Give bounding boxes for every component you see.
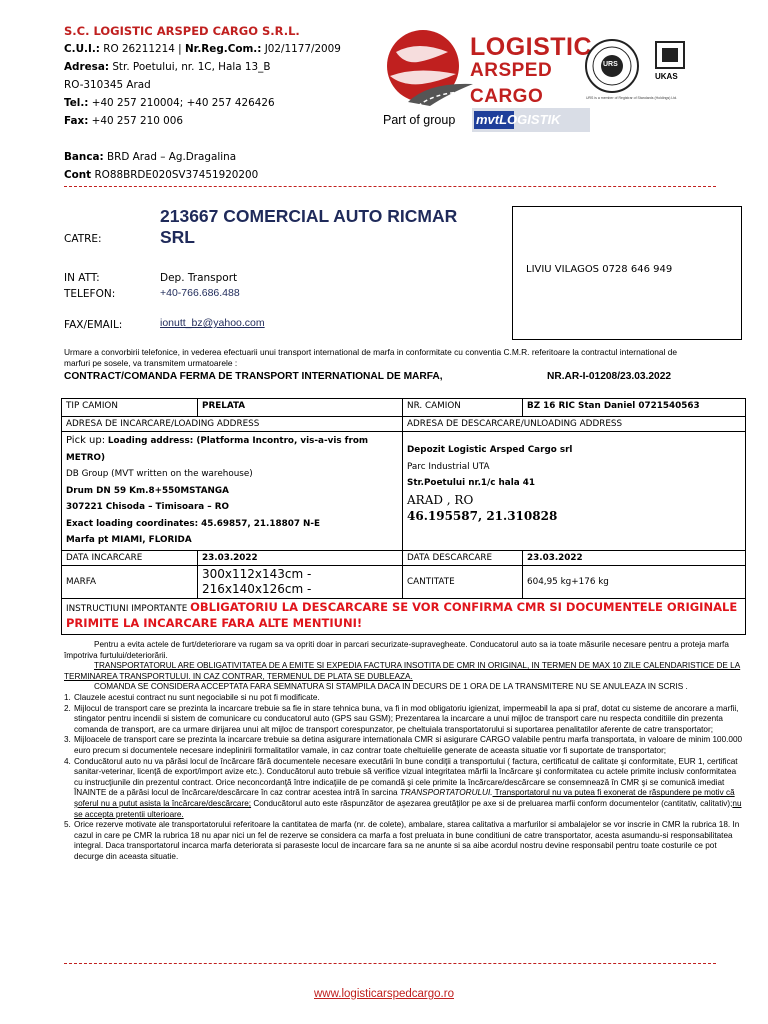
terms-paragraph-invoice: TRANSPORTATORUL ARE OBLIGATIVITATEA DE A EMITE SI EXPEDIA FACTURA INSOTITA DE CMR IN ORIGINAL, IN TERMEN DE MAX 10 ZILE CALENDARISTICE DE LA TERMINAREA TRANSPORTULUI. IN CAZ CONTRAR, TERMENUL DE PLATA SE DUBLEAZA. [64,661,741,681]
company-registration [64,40,384,58]
seal-urs-label: URS [603,61,618,68]
company-phone [64,94,384,112]
phone-label: Tel.: [64,97,89,109]
address-label: Adresa: [64,61,110,73]
list-item: 4. Conducătorul auto nu va părăsi locul de încărcare fără documentele necesare executării în bune condiţii a transportului ( factura, certificatul de calitate şi conformitate, EUR 1, certificat sanitar-veterinar, licenţă de export/import avize etc.). Conducătorul auto trebuie să verifice vizual integritatea mărfii la încărcare şi conformitatea cu actele primite inclusiv conformitatea cu instrucţiunile din prezentul contract. Orice neconcordanţă între indicaţiile de pe comandă şi cele primite la încărcare/descărcare se consemnează în CMR şi se comunică imediat ÎNAINTE de a părăsi locul de încărcare/descărcare în caz contrar acestea intră în sarcina TRANSPORTATORULUI. Transportatorul nu va putea fi exonerat de răspundere pe motiv că şoferul nu a putut asista la încărcare/descărcare; Conducătorul auto este răspunzător de aşezarea greutăţilor pe axe si de preluarea marfii conform documentelor (cantitativ, calitativ);nu se accepta pretentii ulterioare. [64,756,742,819]
in-att-value: Dep. Transport [160,272,238,284]
footer-divider [64,963,716,964]
data-incarcare-value: 23.03.2022 [198,550,403,565]
loading-line: 307221 Chisoda – Timisoara – RO [66,502,230,512]
contract-title: CONTRACT/COMANDA FERMA DE TRANSPORT INTERNATIONAL DE MARFA, [64,371,443,382]
unloading-line: Str.Poetului nr.1/c hala 41 [407,478,536,488]
fax-email-label: FAX/EMAIL: [64,319,123,331]
nr-camion-value: BZ 16 RIC Stan Daniel 0721540563 [523,399,746,417]
loading-coordinates: Exact loading coordinates: 45.69857, 21.18807 N-E [66,518,321,529]
account-value: RO88BRDE020SV37451920200 [94,169,259,181]
header-divider [64,186,716,187]
company-logo [378,22,593,114]
list-item: 2. Mijlocul de transport care se prezinta la incarcare trebuie sa fie in stare tehnica buna, va fi in mod obligatoriu igienizat, impermeabil la apa si praf, dotat cu sisteme de ancorare a marfii, stingator pentru incendii si sistem de comunicare cu conducatorul auto (GPS sau GSM); Prezentarea la incarcare a unui mijloc de transport care nu respecta conditiile din prezenta comanda de transport, are ca urmare dirijarea unui alt mijloc de transport corespunzator, pe cheltuiala transportatorului si suportarea penalitatilor aferente de catre transportator; [64,703,739,734]
table-row [62,432,746,551]
tip-camion-value: PRELATA [198,399,403,417]
telefon-label: TELEFON: [64,288,116,300]
company-info [64,22,384,184]
loading-line: Drum DN 59 Km.8+550MSTANGA [66,485,229,496]
reg-label: Nr.Reg.Com.: [184,43,262,55]
unloading-address-header: ADRESA DE DESCARCARE/UNLOADING ADDRESS [403,417,746,432]
list-item: 3. Mijloacele de transport care se prezinta la incarcare trebuie sa detina asigurare internationala CMR si asigurare CARGO valabile pentru marfa transportata, in valoare de minim 100.000 euro precum si documentele necesare indeplinirii formalitatilor vamale, in caz contrar toate cheltuielile generate de aceasta situatie vor fi suportate de transportator; [64,735,743,755]
data-descarcare-label: DATA DESCARCARE [403,550,523,565]
instructions-text: OBLIGATORIU LA DESCARCARE SE VOR CONFIRMA CMR SI DOCUMENTELE ORIGINALE [190,599,738,614]
table-row [62,399,746,417]
unloading-line: Parc Industrial UTA [407,461,490,472]
unloading-line: Depozit Logistic Arsped Cargo srl [407,445,573,455]
cui-value: RO 26211214 [103,43,175,55]
cantitate-value: 604,95 kg+176 kg [523,565,746,598]
group-logo [472,108,590,132]
pickup-address: Loading address: (Platforma Incontro, vis-a-vis from METRO) [66,436,369,463]
pickup-line [66,433,398,466]
telefon-value: +40-766.686.488 [160,287,240,299]
contract-number: NR.AR-I-01208/23.03.2022 [547,371,672,382]
contact-person: LIVIU VILAGOS 0728 646 949 [526,264,673,275]
terms-section [64,640,744,862]
unloading-coordinates: 46.195587, 21.310828 [407,509,558,523]
table-row [62,550,746,565]
in-att-label: IN ATT: [64,272,100,284]
pickup-prefix: Pick up: [66,435,106,446]
company-city: RO-310345 Arad [64,79,151,91]
separator: | [178,43,182,55]
bank-label: Banca: [64,151,104,163]
company-name: S.C. LOGISTIC ARSPED CARGO S.R.L. [64,24,300,38]
phone-value: +40 257 210004; +40 257 426426 [91,97,275,109]
intro-text: Urmare a convorbirii telefonice, in vederea efectuarii unui transport international de marfa in conformitate cu conventia C.M.R. referitoare la contractul international de marfuri pe sosele, va transmitem urmatoarele : [64,347,678,368]
instructions [62,598,746,634]
list-item: 1. Clauzele acestui contract nu sunt negociabile si nu pot fi modificate. [64,692,320,702]
list-item: 5. Orice rezerve motivate ale transportatorului referitoare la cantitatea de marfa (nr. de colete), ambalare, starea calitativa a marfurilor si ambalajelor se vor inscrie in CMR la rubrica 18. In cazul in care pe CMR la rubrica 18 nu apar nici un fel de rezerve se considera ca marfa a fost preluata in bune conditiuni de catre transportator, acesta asumandu-si responsabilitatea integral. Daca transportatorul incarca marfa deteriorata si paraseste locul de incarcare fara sa ne anunte si sa aibe acordul nostru devine responsabil pentru toate costurile ce pot decurge din aceasta situatie. [64,820,740,861]
table-row [62,417,746,432]
part-of-group-label: Part of group [383,113,456,127]
logo-line2: ARSPED CARGO [470,60,553,107]
tip-camion-label: TIP CAMION [62,399,198,417]
company-account [64,166,384,184]
marfa-line: 216x140x126cm - [202,581,312,596]
data-incarcare-label: DATA INCARCARE [62,550,198,565]
unloading-address [403,432,746,551]
cui-label: C.U.I.: [64,43,100,55]
catre-label: CATRE: [64,233,102,245]
logo-wordmark [470,34,592,110]
recipient-name: 213667 COMERCIAL AUTO RICMAR SRL [160,206,458,247]
website-link[interactable]: www.logisticarspedcargo.ro [314,988,454,1000]
table-row [62,565,746,598]
company-fax [64,112,384,130]
reg-value: J02/1177/2009 [264,43,341,55]
instructions-text-2: PRIMITE LA INCARCARE FARA ALTE MENTIUNI! [66,616,363,630]
account-label: Cont [64,169,92,181]
loading-address [62,432,403,551]
fax-label: Fax: [64,115,89,127]
bank-value: BRD Arad – Ag.Dragalina [106,151,237,163]
instructions-label: INSTRUCTIUNI IMPORTANTE [66,603,188,614]
fax-value: +40 257 210 006 [91,115,184,127]
company-bank [64,148,384,166]
address-value: Str. Poetului, nr. 1C, Hala 13_B [112,61,271,73]
seal-ukas-label: UKAS [655,72,678,81]
cantitate-label: CANTITATE [403,565,523,598]
certification-seals [582,36,702,96]
logo-line1: LOGISTIC [470,33,593,61]
transport-table [61,398,746,635]
loading-address-header: ADRESA DE INCARCARE/LOADING ADDRESS [62,417,403,432]
marfa-value [198,565,403,598]
email-link[interactable]: ionutt_bz@yahoo.com [160,317,265,329]
seal-note: URS is a member of Registrar of Standards (Holdings) Ltd. [586,96,678,100]
recipient-box [512,206,742,340]
marfa-label: MARFA [62,565,198,598]
group-logo-text: mvtLOGISTIK [476,112,561,127]
marfa-line: 300x112x143cm - [202,566,312,581]
unloading-line: ARAD , RO [407,492,474,507]
loading-line: Marfa pt MIAMI, FLORIDA [66,535,192,545]
table-row [62,598,746,634]
loading-line: DB Group (MVT written on the warehouse) [66,469,253,479]
terms-paragraph: Pentru a evita actele de furt/deteriorare va rugam sa va opriti doar in parcari securizate-supravegheate. Conducatorul auto sa ia toate măsurile necesare pentru a proteja marfa împotriva furtului/deteriorării. [64,640,729,660]
terms-list [64,693,744,863]
company-address [64,58,384,76]
data-descarcare-value: 23.03.2022 [523,550,746,565]
nr-camion-label: NR. CAMION [403,399,523,417]
terms-paragraph-acceptance: COMANDA SE CONSIDERA ACCEPTATA FARA SEMNATURA SI STAMPILA DACA IN DECURS DE 1 ORA DE LA TRANSMITERE NU SE ANULEAZA IN SCRIS . [94,682,688,692]
